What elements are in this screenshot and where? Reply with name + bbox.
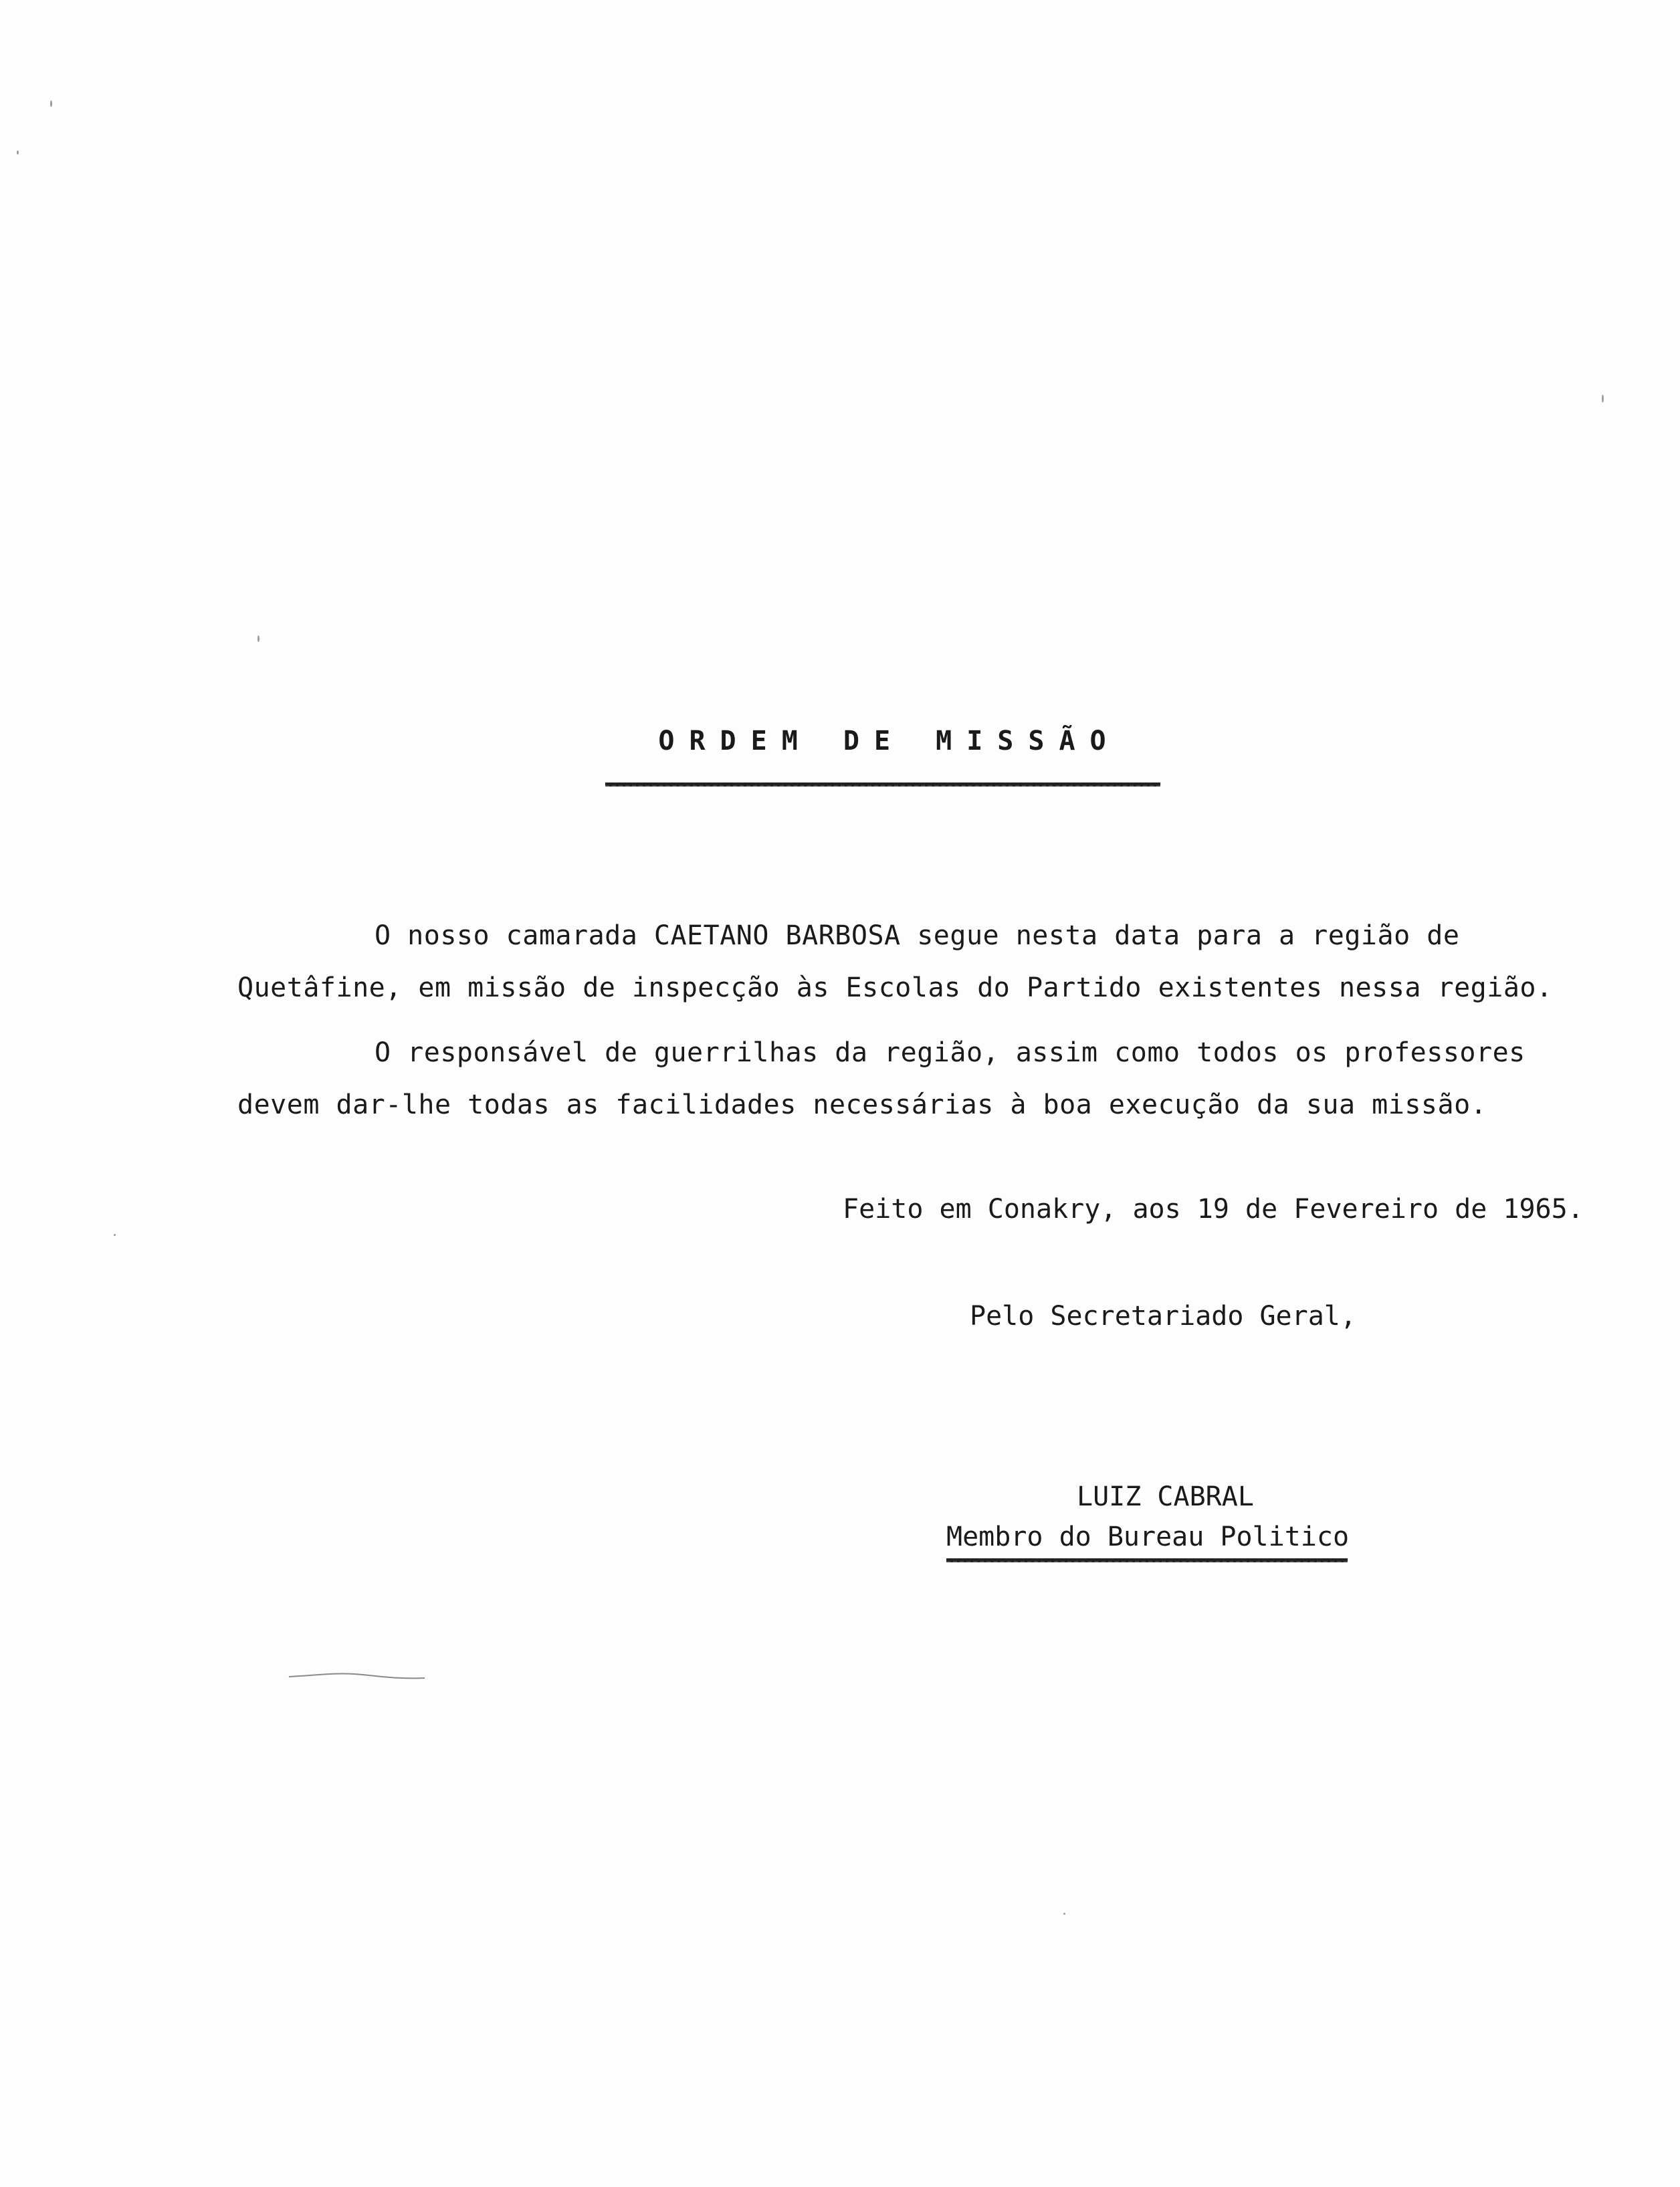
title-underline [605, 783, 1160, 787]
scan-speck [17, 150, 19, 154]
scan-scribble [288, 1669, 428, 1682]
place-and-date: Feito em Conakry, aos 19 de Fevereiro de 1965. [843, 1194, 1584, 1225]
paragraph-instructions-text: O responsável de guerrilhas da região, assim como todos os professores devem dar-lhe todas as facilidades necessárias à boa execução da sua missão. [237, 1037, 1526, 1120]
signatory-name: LUIZ CABRAL [1077, 1481, 1254, 1512]
paragraph-mission-text: O nosso camarada CAETANO BARBOSA segue nesta data para a região de Quetâfine, em missão de inspecção às Escolas do Partido existentes nessa região. [237, 920, 1553, 1003]
scan-speck [50, 100, 52, 107]
scan-speck [1602, 395, 1604, 403]
signatory-role: Membro do Bureau Politico [946, 1522, 1350, 1552]
signature-underline [946, 1558, 1348, 1562]
scan-speck [257, 635, 259, 642]
scan-speck [114, 1234, 116, 1236]
paragraph-instructions [237, 1027, 1568, 1131]
on-behalf-line: Pelo Secretariado Geral, [970, 1301, 1356, 1332]
scan-speck [1063, 1913, 1065, 1915]
paragraph-mission [237, 910, 1568, 1014]
document-title: ORDEM DE MISSÃO [658, 726, 1121, 756]
